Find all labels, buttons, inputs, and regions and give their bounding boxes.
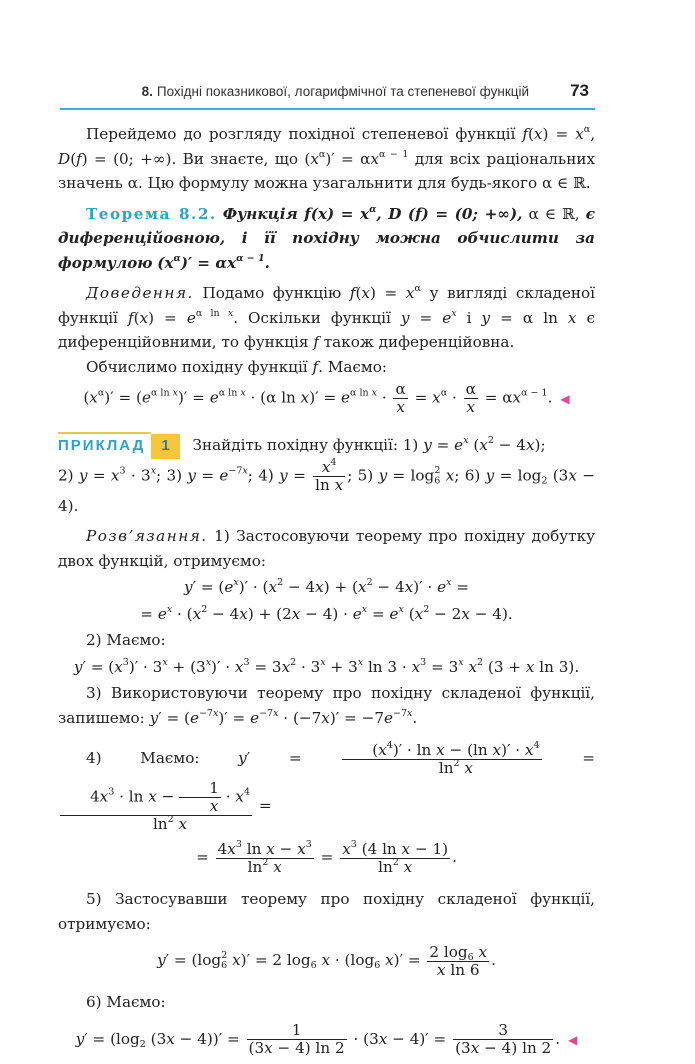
end-of-proof-marker: ◀ xyxy=(560,391,570,406)
example-label: ПРИКЛАД xyxy=(58,432,151,459)
solution-text-3: 3) Використовуючи теорему про похідну складеної функції, запишемо: xyxy=(58,684,595,727)
theorem-8-2: Теорема 8.2. Функція $f(x) = x^\alpha$, D (f) = (0; +∞), α ∈ ℝ, є диференційовною, і її похідну можна обчислити за формулою $(x^\alpha)' = \alpha x^{\alpha - 1}$. xyxy=(58,203,595,272)
page-header xyxy=(60,80,595,110)
proof-text-2: у вигляді складеної функції xyxy=(58,284,596,327)
page-body xyxy=(58,122,595,1064)
proof-and: і xyxy=(466,308,472,327)
chapter-number: 8. xyxy=(141,84,153,99)
theorem-text: є диференційовною, і її похідну можна обчислити за формулою xyxy=(58,204,595,272)
proof-text-7: Маємо: xyxy=(327,357,387,376)
end-of-solution-marker: ◀ xyxy=(568,1032,578,1047)
solution-part-4: 4) Маємо: y′ = $\frac{(x^4)' \cdot \ln x - (\ln x)' \cdot x^4}{\ln^2 x}$ = $4x^3 \cdot \ln x$ − $\frac{1}{x}$ · $x^4$ $\ln^2 x$ = xyxy=(58,736,595,833)
solution-part-1 xyxy=(58,524,595,573)
intro-text-1: Перейдемо до розгляду похідної степеневої функції xyxy=(86,125,516,143)
proof-text-4: є диференційовними, то функція xyxy=(58,308,596,351)
proof-paragraph: Доведення. Подамо функцію $f(x) = x^\alpha$ у вигляді складеної функції $f(x) = e^{\alpha ln x}$. Оскільки функції $y = e^x$ і y = α ln x є диференційовними, то функція f також диференційовна. xyxy=(58,283,596,351)
example-items: 2) $y = x^3 \cdot 3^x$; 3) $y = e^{-7x}$; 4) y = $\frac{x^4}{\text{ln x}}$ ; 5) $y = \log_6^2 x$; 6) $y = \log_2 (3x - 4)$. xyxy=(58,456,595,515)
page-number: 73 xyxy=(570,81,589,100)
solution-part-3: 3) Використовуючи теорему про похідну складеної функції, запишемо: $y' = (e^{-7x})' = e^{-7x} \cdot (-7x)' = -7e^{-7x}$. xyxy=(58,684,595,727)
example-1: ПРИКЛАД 1 Знайдіть похідну функції: 1) $y = e^x$ $(x^2 - 4x)$; xyxy=(58,432,595,459)
example-number: 1 xyxy=(151,434,179,459)
intro-text-4: Цю формулу можна узагальнити для будь-якого xyxy=(147,174,538,192)
solution-label: Розв’язання. xyxy=(86,527,208,545)
solution-formula-6: $y' = (\log_2$ (3x − 4))′ = $\frac{1}{(3x - 4) \ln 2}$ · (3x − 4)′ = $\frac{3}{(3x - 4) \ln 2}$ . ◀ xyxy=(75,1021,578,1057)
chapter-title: Похідні показникової, логарифмічної та степеневої функцій xyxy=(156,84,529,99)
solution-text-6: 6) Маємо: xyxy=(86,993,166,1011)
solution-text-1: 1) Застосовуючи теорему про похідну добутку двох функцій, отримуємо: xyxy=(58,527,595,570)
solution-part-6 xyxy=(58,990,595,1015)
intro-text-2: Ви знаєте, що xyxy=(182,149,299,168)
solution-part-2 xyxy=(58,628,595,653)
solution-formula-1b: = $e^x \cdot (x^2 - 4x) + (2x - 4) \cdot e^x = e^x$ $(x^2 - 2x - 4)$. xyxy=(140,603,513,623)
solution-formula-1a: $y' = (e^x)' \cdot (x^2 - 4x) + (x^2 - 4x)' \cdot e^x$ = xyxy=(183,577,470,596)
proof-label: Доведення. xyxy=(86,284,194,302)
running-title xyxy=(142,84,529,99)
proof-text-3: Оскільки функції xyxy=(248,308,391,327)
proof-text-5: також диференційовна. xyxy=(323,333,515,351)
example-task: Знайдіть похідну функції: xyxy=(192,436,398,454)
proof-formula: $(x^\alpha)' = (e^{\alpha ln x})' = e^{\alpha ln x} \cdot (\alpha$ $\ln x)' = e^{\alpha ln x}$ · $\frac{\alpha}{x}$ = $x^\alpha$ · $\frac{\alpha}{x}$ = $\alpha x^{\alpha - 1}$. ◀ xyxy=(83,380,570,416)
solution-formula-4: = $\frac{4x^3 \ln x - x^3}{\ln^2 x}$ = $\frac{x^3 (4 \ln x - 1)}{\ln^2 x}$ . xyxy=(196,838,457,876)
solution-formula-5: $y' = (\log_6^2$ x)′ = 2 $\log_6 x \cdot (\log_6$ x)′ = $\frac{2 \log_6 x}{\text{x ln 6}}$ . xyxy=(157,942,496,979)
solution-formula-2: $y' = (x^3)' \cdot 3^x + (3^x)' \cdot x^3 = 3x^2 \cdot 3^x + 3^x$ $\ln 3 \cdot x^3 = 3^x$ $x^2$ (3 + x ln 3). xyxy=(73,656,580,676)
solution-text-4: 4) Маємо: xyxy=(86,749,200,767)
solution-text-2: 2) Маємо: xyxy=(86,631,166,649)
proof-text-6: Обчислимо похідну функції xyxy=(86,357,308,376)
intro-paragraph: Перейдемо до розгляду похідної степеневої функції $f(x) = x^\alpha$, D(f) = (0; +∞). Ви знаєте, що $(x^\alpha)' = \alpha x^{\alpha - 1}$ для всіх раціональних значень α. Цю формулу можна узагальнити для будь-якого α ∈ ℝ. xyxy=(58,124,596,192)
intro-text-3: для всіх раціональних значень xyxy=(58,149,596,192)
solution-text-5: 5) Застосувавши теорему про похідну складеної функції, отримуємо: xyxy=(58,890,595,933)
solution-part-5 xyxy=(58,887,595,936)
proof-text-1: Подамо функцію xyxy=(202,284,342,302)
proof-paragraph-2: Обчислимо похідну функції f. Маємо: xyxy=(86,357,387,376)
theorem-label: Теорема 8.2. xyxy=(86,204,217,223)
theorem-word: Функція xyxy=(222,204,298,223)
